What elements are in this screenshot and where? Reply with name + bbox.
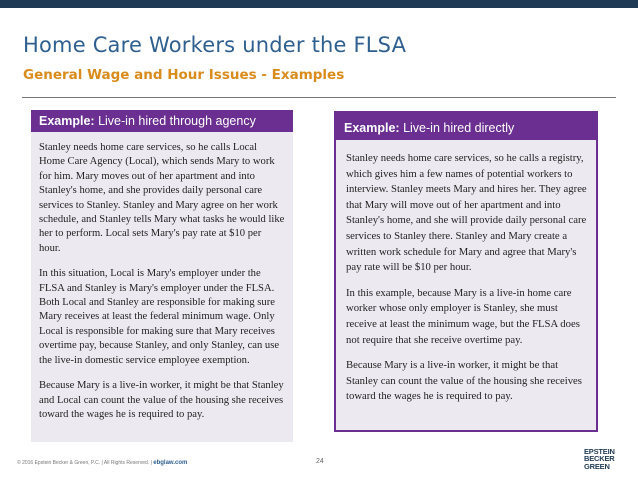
page-title: Home Care Workers under the FLSA bbox=[23, 33, 407, 57]
logo-line: EPSTEIN bbox=[584, 447, 615, 456]
example-paragraph: Because Mary is a live-in worker, it might be that Stanley can count the value of the housing she receives toward the wages he is required to pay. bbox=[346, 359, 582, 403]
example-label: Example: bbox=[39, 114, 95, 128]
example-label: Example: bbox=[344, 121, 400, 135]
example-heading: Live-in hired directly bbox=[403, 121, 515, 135]
example-paragraph: Because Mary is a live-in worker, it might be that Stanley and Local can count the value of the housing she receives toward the wages he is required to pay. bbox=[39, 380, 284, 420]
example-heading: Live-in hired through agency bbox=[98, 114, 256, 128]
footer-website-link[interactable]: ebglaw.com bbox=[153, 460, 188, 466]
example-paragraph: Stanley needs home care services, so he calls Local Home Care Agency (Local), which sends Mary to work for him. Mary moves out of her apartment and into Stanley's home, and she provides daily personal care services to Stanley. Stanley and Mary agree on her work schedule, and Stanley tells Mary what tasks he would like her to perform. Local sets Mary's pay rate at $10 per hour. bbox=[39, 142, 285, 254]
page-subtitle: General Wage and Hour Issues - Examples bbox=[23, 67, 345, 83]
example-box-agency bbox=[31, 110, 293, 442]
example-box-header bbox=[336, 113, 596, 140]
example-box-header bbox=[31, 110, 293, 132]
example-paragraph: In this example, because Mary is a live-in home care worker whose only employer is Stanley, she must receive at least the minimum wage, but the FLSA does not require that she receive overtime pay. bbox=[346, 286, 580, 346]
firm-logo bbox=[584, 448, 618, 470]
footer-copyright bbox=[17, 460, 187, 466]
logo-line: BECKER bbox=[584, 454, 615, 464]
example-box-body bbox=[336, 140, 596, 405]
page-number: 24 bbox=[316, 458, 324, 465]
logo-line: GREEN bbox=[584, 461, 610, 471]
example-paragraph: In this situation, Local is Mary's employer under the FLSA and Stanley is Mary's employer under the FLSA. Both Local and Stanley are responsible for making sure Mary receives at least the federal minimum wage. Only Local is responsible for making sure that Mary receives overtime pay, because Stanley, and only Stanley, can use the live-in domestic service employee exemption. bbox=[39, 268, 280, 366]
example-paragraph: Stanley needs home care services, so he calls a registry, which gives him a few names of potential workers to interview. Stanley meets Mary and hires her. They agree that Mary will move out of her apartment and into Stanley's home, and she will provide daily personal care services to Stanley there. Stanley and Mary create a written work schedule for Mary and agree that Mary's pay rate will be $10 per hour. bbox=[346, 152, 587, 274]
copyright-text: © 2016 Epstein Becker & Green, P.C. | All Rights Reserved. | bbox=[17, 460, 152, 466]
top-bar bbox=[0, 0, 638, 8]
example-box-direct bbox=[334, 111, 598, 432]
title-divider bbox=[22, 97, 616, 98]
example-box-body bbox=[31, 132, 293, 422]
